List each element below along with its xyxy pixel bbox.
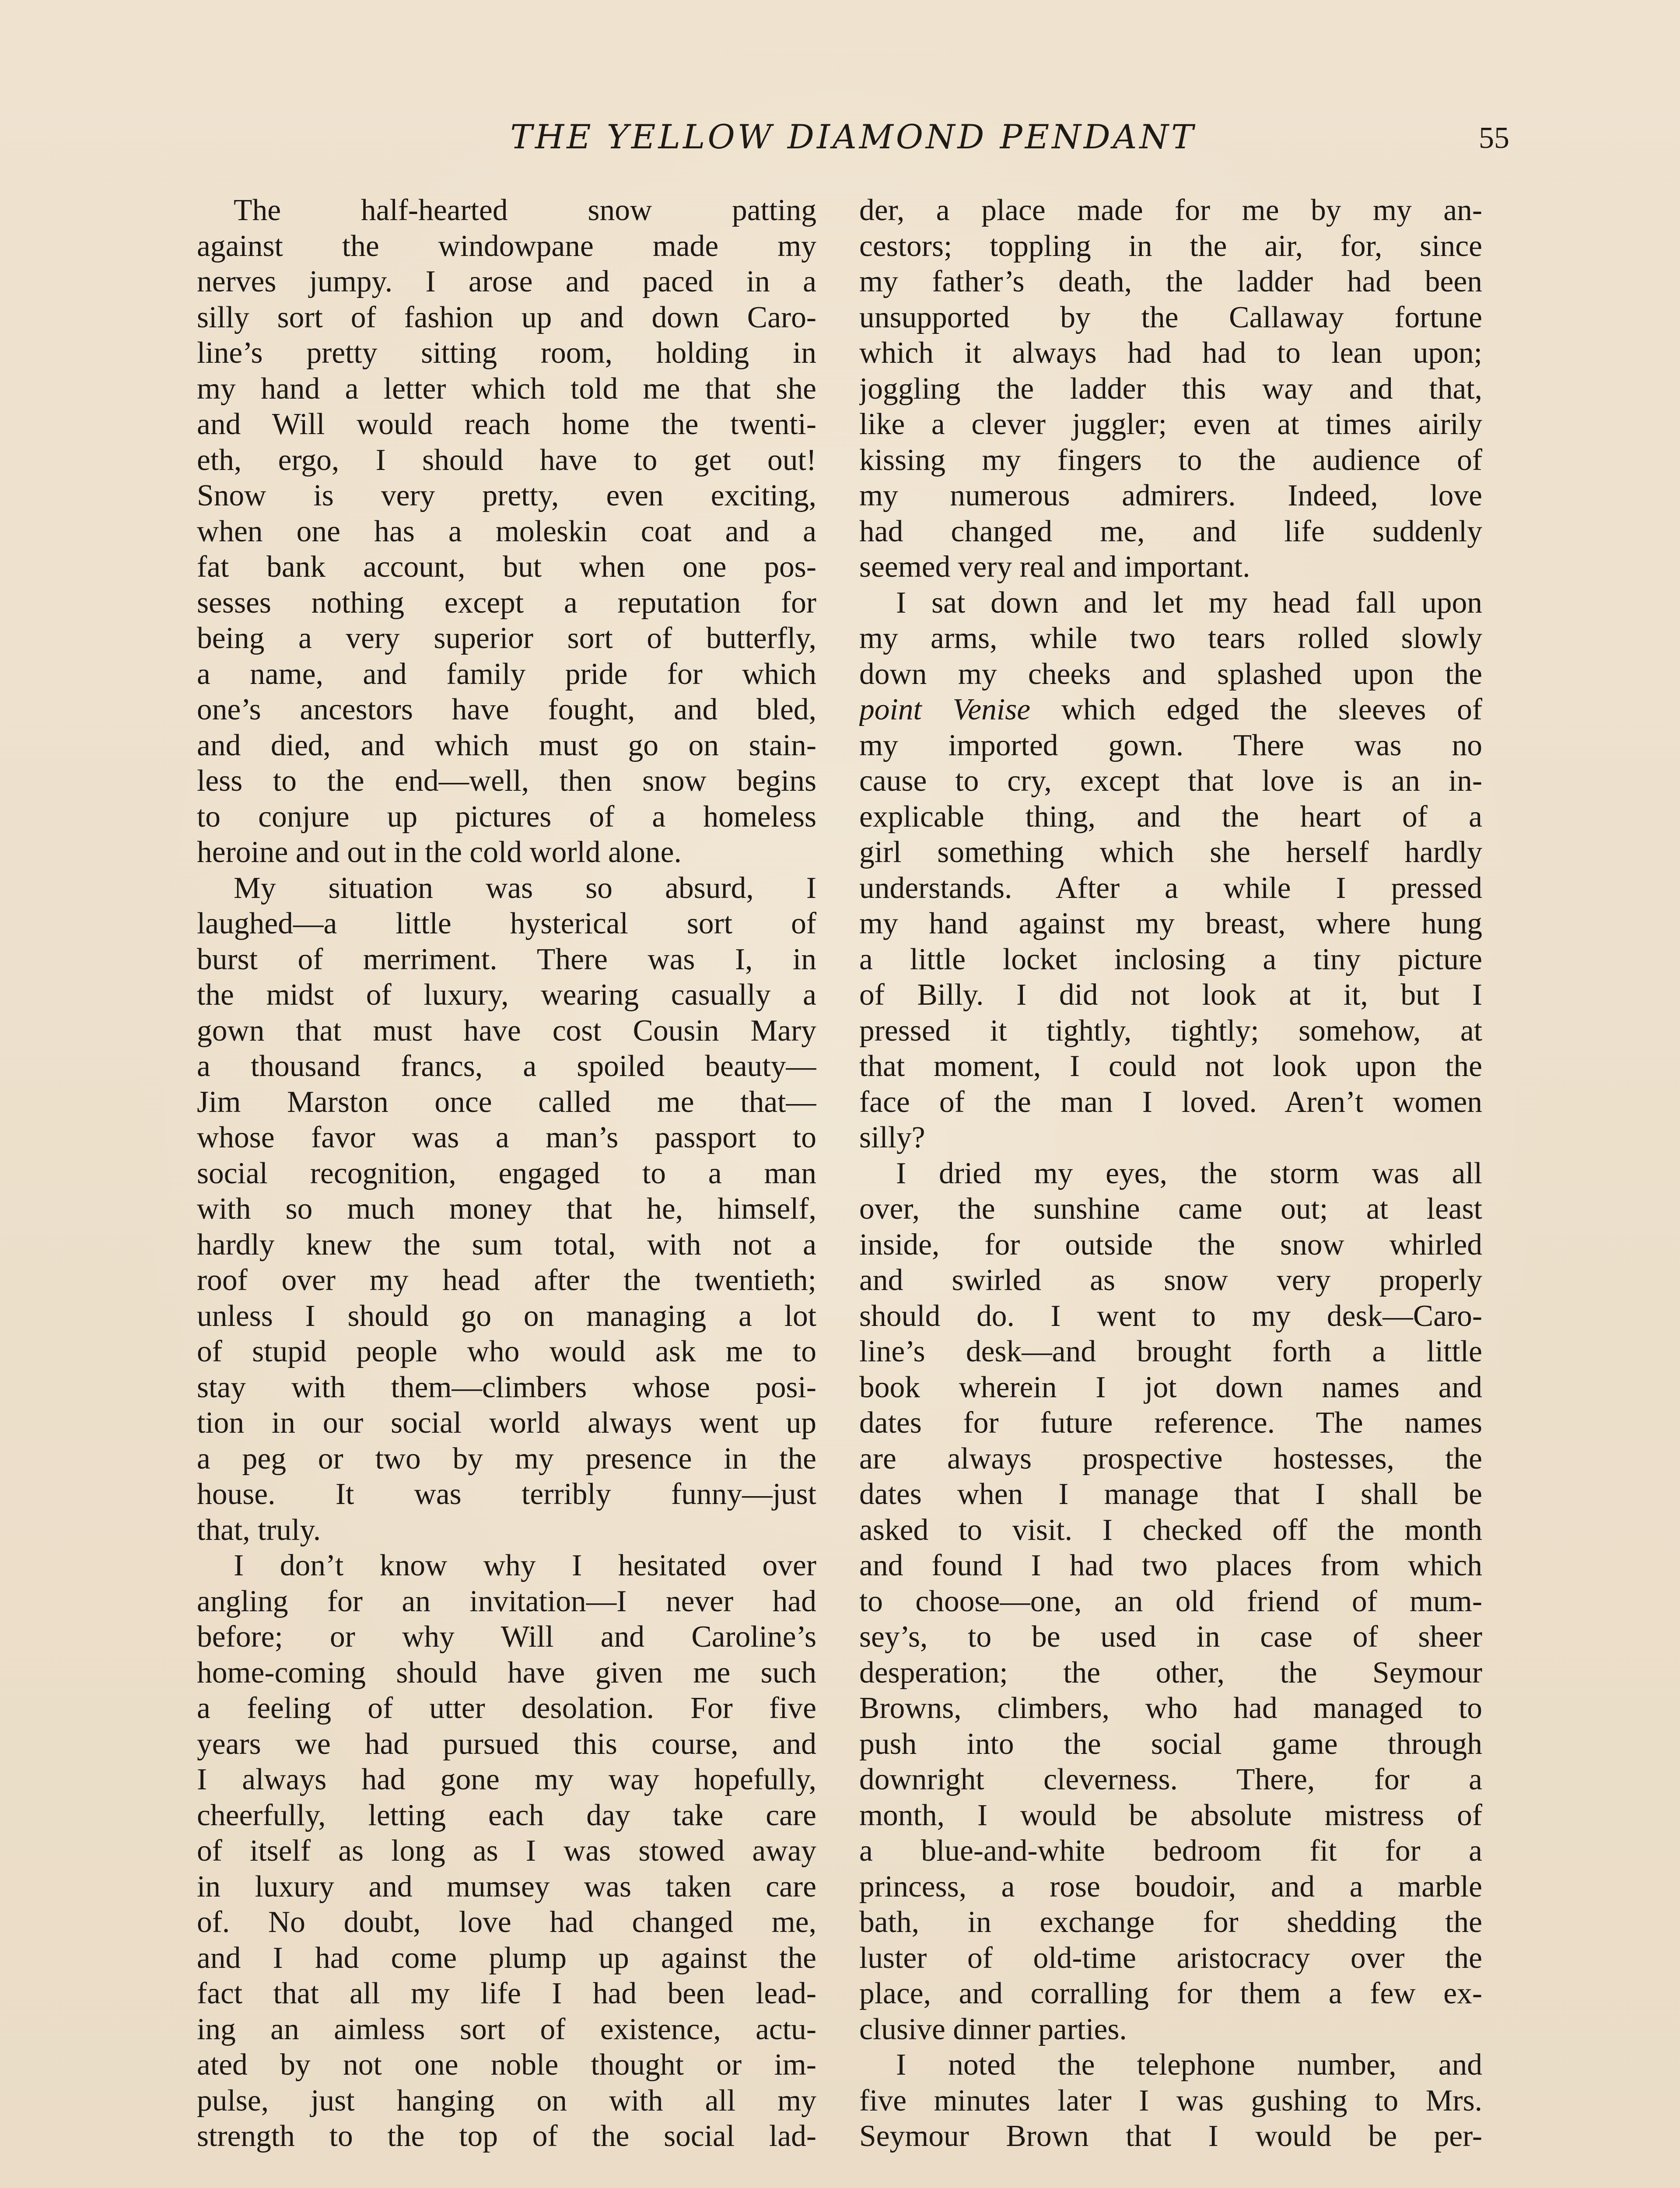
text-line: I always had gone my way hopefully, bbox=[197, 1763, 816, 1796]
text-line: my imported gown. There was no bbox=[859, 728, 1482, 762]
text-line: the midst of luxury, wearing casually a bbox=[197, 978, 816, 1012]
text-line: less to the end—well, then snow begins bbox=[197, 764, 816, 798]
text-line: understands. After a while I pressed bbox=[859, 871, 1482, 905]
text-line: strength to the top of the social lad- bbox=[197, 2119, 816, 2153]
text-line: a blue-and-white bedroom fit for a bbox=[859, 1834, 1482, 1868]
right-text-column bbox=[859, 193, 1482, 2154]
text-line: of stupid people who would ask me to bbox=[197, 1335, 816, 1368]
text-line-rest: which edged the sleeves of bbox=[1030, 693, 1482, 726]
text-line: cestors; toppling in the air, for, since bbox=[859, 229, 1482, 263]
text-line: like a clever juggler; even at times airily bbox=[859, 407, 1482, 441]
text-line: and I had come plump up against the bbox=[197, 1941, 816, 1975]
text-line: pressed it tightly, tightly; somehow, at bbox=[859, 1013, 1482, 1048]
text-line: bath, in exchange for shedding the bbox=[859, 1905, 1482, 1939]
text-line: whose favor was a man’s passport to bbox=[197, 1121, 816, 1154]
text-line: book wherein I jot down names and bbox=[859, 1370, 1482, 1404]
text-line: cause to cry, except that love is an in- bbox=[859, 764, 1482, 798]
text-line: laughed—a little hysterical sort of bbox=[197, 907, 816, 940]
text-line: roof over my head after the twentieth; bbox=[197, 1263, 816, 1297]
text-line: dates when I manage that I shall be bbox=[859, 1477, 1482, 1511]
text-line: Seymour Brown that I would be per- bbox=[859, 2119, 1482, 2153]
text-line: had changed me, and life suddenly bbox=[859, 514, 1482, 548]
text-line: a thousand francs, a spoiled beauty— bbox=[197, 1049, 816, 1083]
text-line: fat bank account, but when one pos- bbox=[197, 550, 816, 584]
text-line: Jim Marston once called me that— bbox=[197, 1085, 816, 1119]
text-line: before; or why Will and Caroline’s bbox=[197, 1620, 816, 1654]
text-line: desperation; the other, the Seymour bbox=[859, 1655, 1482, 1690]
left-text-column bbox=[197, 193, 816, 2154]
text-line: five minutes later I was gushing to Mrs. bbox=[859, 2083, 1482, 2118]
text-line: seemed very real and important. bbox=[859, 550, 1250, 584]
text-line: over, the sunshine came out; at least bbox=[859, 1192, 1482, 1226]
text-line: princess, a rose boudoir, and a marble bbox=[859, 1869, 1482, 1904]
text-line: I noted the telephone number, and bbox=[896, 2048, 1482, 2082]
text-line: that, truly. bbox=[197, 1513, 321, 1547]
text-line: der, a place made for me by my an- bbox=[859, 193, 1482, 227]
text-line: explicable thing, and the heart of a bbox=[859, 799, 1482, 834]
text-line: fact that all my life I had been lead- bbox=[197, 1977, 816, 2010]
text-line: a name, and family pride for which bbox=[197, 657, 816, 691]
text-line: gown that must have cost Cousin Mary bbox=[197, 1013, 816, 1048]
text-line: pulse, just hanging on with all my bbox=[197, 2083, 816, 2118]
text-line: silly? bbox=[859, 1121, 925, 1154]
page-number: 55 bbox=[1479, 121, 1509, 155]
text-line: which it always had had to lean upon; bbox=[859, 336, 1482, 370]
text-line: angling for an invitation—I never had bbox=[197, 1584, 816, 1618]
text-line: when one has a moleskin coat and a bbox=[197, 514, 816, 548]
text-line: I don’t know why I hesitated over bbox=[234, 1549, 816, 1582]
text-line: line’s pretty sitting room, holding in bbox=[197, 336, 816, 370]
text-line: should do. I went to my desk—Caro- bbox=[859, 1299, 1482, 1333]
text-line: a little locket inclosing a tiny picture bbox=[859, 942, 1482, 976]
text-line: against the windowpane made my bbox=[197, 229, 816, 263]
text-line: joggling the ladder this way and that, bbox=[859, 372, 1482, 406]
text-line: a peg or two by my presence in the bbox=[197, 1441, 816, 1476]
text-line: stay with them—climbers whose posi- bbox=[197, 1370, 816, 1404]
text-line: and Will would reach home the twenti- bbox=[197, 407, 816, 441]
text-line: I dried my eyes, the storm was all bbox=[896, 1156, 1482, 1190]
text-line: sey’s, to be used in case of sheer bbox=[859, 1620, 1482, 1654]
text-line: place, and corralling for them a few ex- bbox=[859, 1977, 1482, 2010]
text-line: tion in our social world always went up bbox=[197, 1406, 816, 1440]
text-line: with so much money that he, himself, bbox=[197, 1192, 816, 1226]
text-line: dates for future reference. The names bbox=[859, 1406, 1482, 1440]
text-line: silly sort of fashion up and down Caro- bbox=[197, 300, 816, 334]
text-line: of. No doubt, love had changed me, bbox=[197, 1905, 816, 1939]
text-line: The half-hearted snow patting bbox=[234, 193, 816, 227]
text-line: one’s ancestors have fought, and bled, bbox=[197, 693, 816, 726]
text-line: in luxury and mumsey was taken care bbox=[197, 1869, 816, 1904]
text-line: luster of old-time aristocracy over the bbox=[859, 1941, 1482, 1975]
running-title: THE YELLOW DIAMOND PENDANT bbox=[510, 117, 1196, 156]
text-line: and died, and which must go on stain- bbox=[197, 728, 816, 762]
text-line: cheerfully, letting each day take care bbox=[197, 1798, 816, 1832]
text-line: sesses nothing except a reputation for bbox=[197, 586, 816, 620]
text-line: my hand against my breast, where hung bbox=[859, 907, 1482, 940]
text-line: home-coming should have given me such bbox=[197, 1655, 816, 1690]
text-line: are always prospective hostesses, the bbox=[859, 1441, 1482, 1476]
text-line: house. It was terribly funny—just bbox=[197, 1477, 816, 1511]
text-line: of Billy. I did not look at it, but I bbox=[859, 978, 1482, 1012]
text-line: clusive dinner parties. bbox=[859, 2012, 1127, 2046]
text-line: heroine and out in the cold world alone. bbox=[197, 835, 682, 869]
text-line: asked to visit. I checked off the month bbox=[859, 1513, 1482, 1547]
text-line: to conjure up pictures of a homeless bbox=[197, 799, 816, 834]
text-line: my hand a letter which told me that she bbox=[197, 372, 816, 406]
text-line: unsupported by the Callaway fortune bbox=[859, 300, 1482, 334]
text-line bbox=[859, 692, 1482, 728]
text-line: downright cleverness. There, for a bbox=[859, 1763, 1482, 1796]
text-line: month, I would be absolute mistress of bbox=[859, 1798, 1482, 1832]
text-line: burst of merriment. There was I, in bbox=[197, 942, 816, 976]
text-line: push into the social game through bbox=[859, 1727, 1482, 1761]
text-line: my father’s death, the ladder had been bbox=[859, 265, 1482, 298]
text-line: years we had pursued this course, and bbox=[197, 1727, 816, 1761]
text-line: social recognition, engaged to a man bbox=[197, 1156, 816, 1190]
text-line: my numerous admirers. Indeed, love bbox=[859, 479, 1482, 512]
text-line: unless I should go on managing a lot bbox=[197, 1299, 816, 1333]
text-line: ated by not one noble thought or im- bbox=[197, 2048, 816, 2082]
text-line: a feeling of utter desolation. For five bbox=[197, 1691, 816, 1725]
text-line: being a very superior sort of butterfly, bbox=[197, 621, 816, 655]
text-line: and swirled as snow very properly bbox=[859, 1263, 1482, 1297]
text-line: kissing my fingers to the audience of bbox=[859, 443, 1482, 477]
italic-phrase: point Venise bbox=[859, 693, 1031, 726]
text-line: that moment, I could not look upon the bbox=[859, 1049, 1482, 1083]
text-line: Snow is very pretty, even exciting, bbox=[197, 479, 816, 512]
text-line: inside, for outside the snow whirled bbox=[859, 1227, 1482, 1262]
text-line: ing an aimless sort of existence, actu- bbox=[197, 2012, 816, 2046]
text-line: girl something which she herself hardly bbox=[859, 835, 1482, 869]
text-line: down my cheeks and splashed upon the bbox=[859, 657, 1482, 691]
text-line: to choose—one, an old friend of mum- bbox=[859, 1584, 1482, 1618]
text-line: Browns, climbers, who had managed to bbox=[859, 1691, 1482, 1725]
text-line: I sat down and let my head fall upon bbox=[896, 586, 1482, 620]
text-line: hardly knew the sum total, with not a bbox=[197, 1227, 816, 1262]
text-line: line’s desk—and brought forth a little bbox=[859, 1335, 1482, 1368]
text-line: face of the man I loved. Aren’t women bbox=[859, 1085, 1482, 1119]
text-line: my arms, while two tears rolled slowly bbox=[859, 621, 1482, 655]
text-line: nerves jumpy. I arose and paced in a bbox=[197, 265, 816, 298]
text-line: and found I had two places from which bbox=[859, 1549, 1482, 1582]
text-line: eth, ergo, I should have to get out! bbox=[197, 443, 816, 477]
text-line: My situation was so absurd, I bbox=[234, 871, 816, 905]
text-line: of itself as long as I was stowed away bbox=[197, 1834, 816, 1868]
